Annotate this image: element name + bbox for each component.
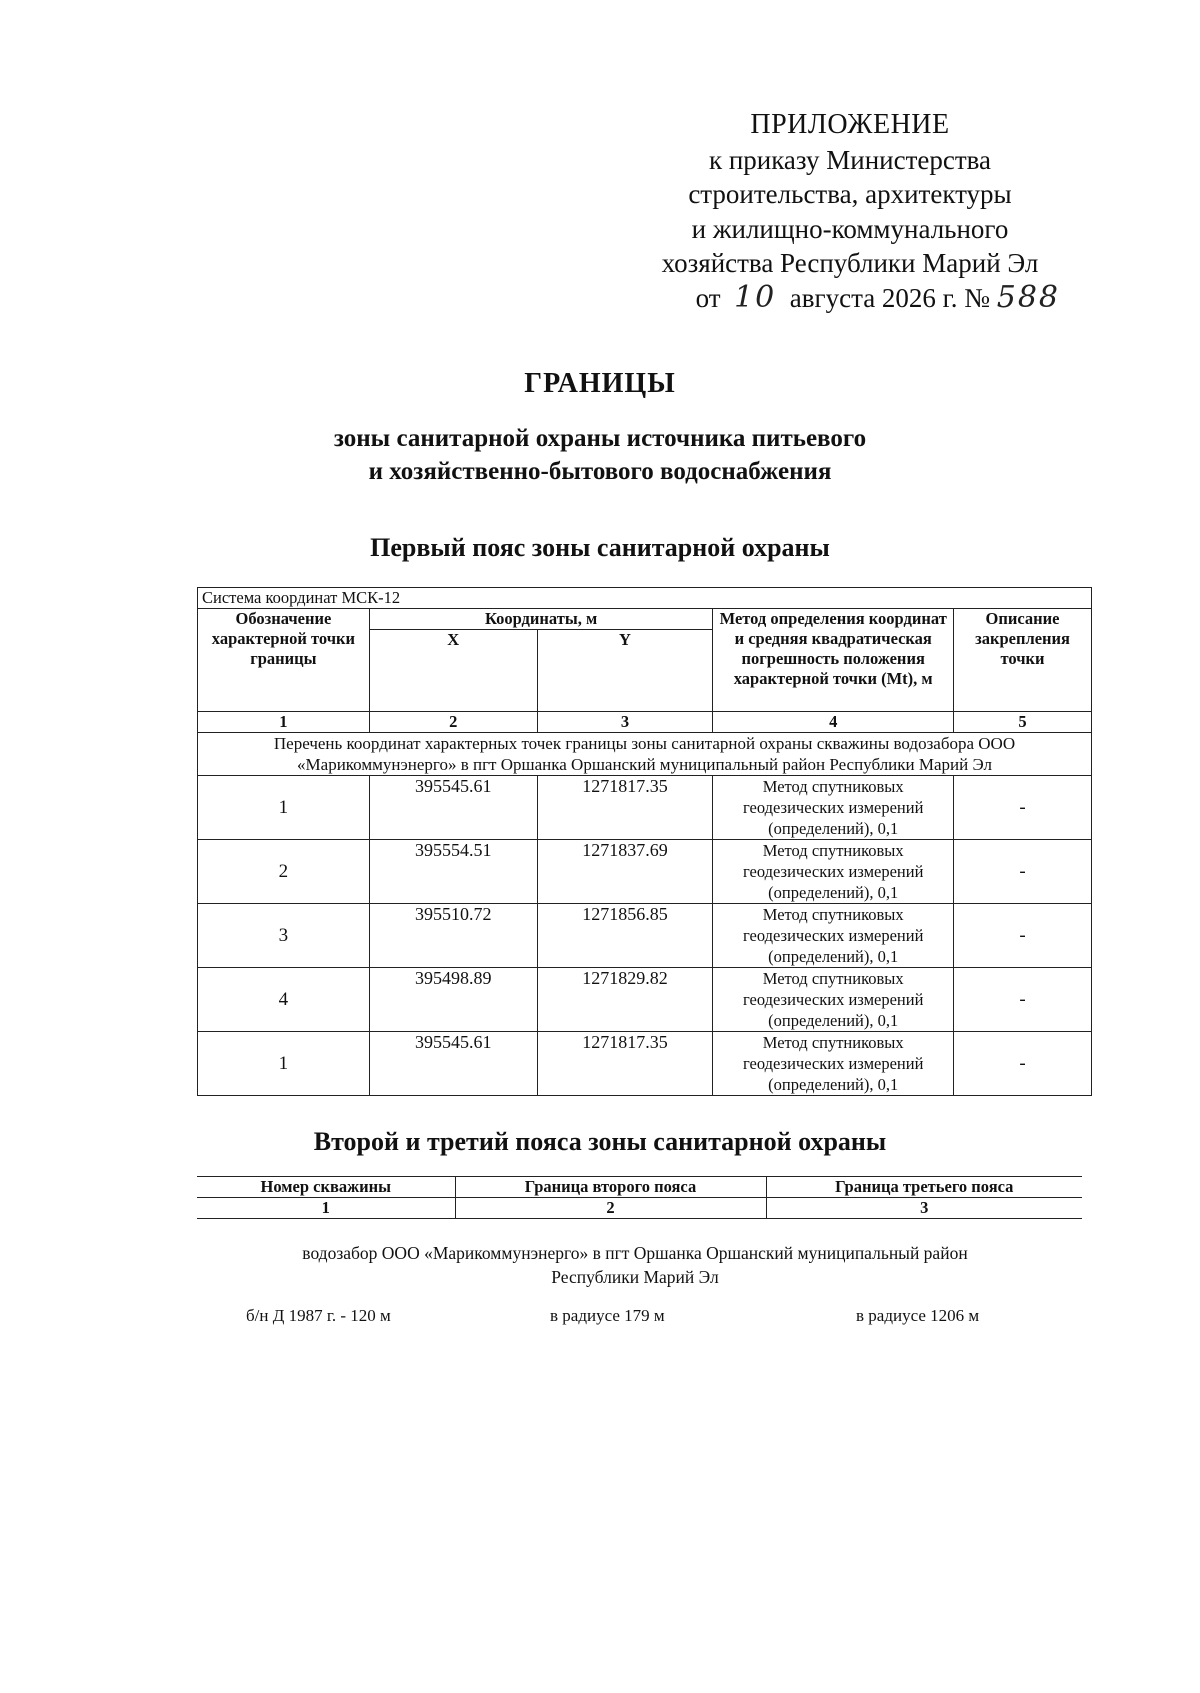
- method-cell: Метод спутниковых геодезических измерений (определений), 0,1: [713, 968, 954, 1032]
- header-second-belt: Граница второго пояса: [455, 1177, 766, 1198]
- description-cell: -: [954, 776, 1092, 840]
- coord-y: 1271817.35: [537, 776, 713, 840]
- appendix-line: строительства, архитектуры: [688, 179, 1012, 209]
- header-point: Обозначение характерной точки границы: [198, 609, 370, 712]
- col-number: 3: [537, 712, 713, 733]
- coord-x: 395554.51: [369, 840, 537, 904]
- method-cell: Метод спутниковых геодезических измерений (определений), 0,1: [713, 904, 954, 968]
- appendix-line: хозяйства Республики Марий Эл: [661, 248, 1039, 278]
- date-prefix: от: [695, 282, 721, 313]
- third-belt-value: в радиусе 1206 м: [856, 1306, 980, 1325]
- date-rest: августа 2026 г. №: [789, 282, 990, 313]
- coord-x: 395545.61: [369, 776, 537, 840]
- handwritten-day: 10: [734, 279, 777, 315]
- appendix-line: к приказу Министерства: [708, 144, 992, 175]
- well-value: б/н Д 1987 г. - 120 м: [246, 1306, 391, 1325]
- point-number: 1: [198, 776, 370, 840]
- method-cell: Метод спутниковых геодезических измерений (определений), 0,1: [713, 1032, 954, 1096]
- point-number: 2: [198, 840, 370, 904]
- list-caption: Перечень координат характерных точек границы зоны санитарной охраны скважины водозабора ООО «Марикоммунэнерго» в пгт Оршанка Оршанский муниципальный район Республики Марий Эл: [198, 733, 1092, 776]
- belt1-coordinates-table: [197, 587, 1092, 1096]
- method-cell: Метод спутниковых геодезических измерений (определений), 0,1: [713, 840, 954, 904]
- order-date-line: [640, 281, 1060, 316]
- col-number: 4: [713, 712, 954, 733]
- point-number: 3: [198, 904, 370, 968]
- coord-y: 1271817.35: [537, 1032, 713, 1096]
- method-cell: Метод спутниковых геодезических измерений (определений), 0,1: [713, 776, 954, 840]
- header-method: Метод определения координат и средняя квадратическая погрешность положения характерной точки (Mt), м: [713, 609, 954, 712]
- col-number: 3: [766, 1198, 1082, 1219]
- coord-system-label: Система координат МСК-12: [198, 588, 1092, 609]
- header-third-belt: Граница третьего пояса: [766, 1177, 1082, 1198]
- header-y: Y: [537, 630, 713, 712]
- col-number: 5: [954, 712, 1092, 733]
- appendix-line: и жилищно-коммунального: [691, 213, 1009, 244]
- document-subtitle: [0, 422, 1200, 488]
- table-row: [198, 1032, 1092, 1096]
- subtitle-line: и хозяйственно-бытового водоснабжения: [368, 458, 832, 485]
- header-coords: Координаты, м: [369, 609, 713, 630]
- header-x: X: [369, 630, 537, 712]
- point-number: 1: [198, 1032, 370, 1096]
- col-number: 1: [198, 712, 370, 733]
- col-number: 2: [455, 1198, 766, 1219]
- header-well-number: Номер скважины: [197, 1177, 455, 1198]
- coord-y: 1271829.82: [537, 968, 713, 1032]
- intake-line: Республики Марий Эл: [551, 1267, 719, 1287]
- belt23-heading: Второй и третий пояса зоны санитарной охраны: [313, 1127, 887, 1156]
- table-row: [198, 840, 1092, 904]
- coord-y: 1271837.69: [537, 840, 713, 904]
- description-cell: -: [954, 1032, 1092, 1096]
- coord-y: 1271856.85: [537, 904, 713, 968]
- coord-x: 395498.89: [369, 968, 537, 1032]
- coord-x: 395510.72: [369, 904, 537, 968]
- subtitle-line: зоны санитарной охраны источника питьевого: [333, 425, 867, 452]
- description-cell: -: [954, 968, 1092, 1032]
- table-row: [198, 776, 1092, 840]
- point-number: 4: [198, 968, 370, 1032]
- table-row: [198, 968, 1092, 1032]
- appendix-header: [640, 108, 1060, 315]
- belt23-table: [197, 1176, 1082, 1219]
- water-intake-caption: [0, 1241, 1200, 1289]
- col-number: 1: [197, 1198, 455, 1219]
- handwritten-order-number: 588: [996, 279, 1060, 315]
- description-cell: -: [954, 904, 1092, 968]
- appendix-title: ПРИЛОЖЕНИЕ: [750, 109, 950, 140]
- document-title: ГРАНИЦЫ: [524, 368, 676, 399]
- header-description: Описание закрепления точки: [954, 609, 1092, 712]
- second-belt-value: в радиусе 179 м: [550, 1306, 665, 1325]
- table-row: [198, 904, 1092, 968]
- description-cell: -: [954, 840, 1092, 904]
- intake-line: водозабор ООО «Марикоммунэнерго» в пгт Оршанка Оршанский муниципальный район: [302, 1243, 968, 1263]
- col-number: 2: [369, 712, 537, 733]
- belt1-heading: Первый пояс зоны санитарной охраны: [370, 533, 830, 562]
- coord-x: 395545.61: [369, 1032, 537, 1096]
